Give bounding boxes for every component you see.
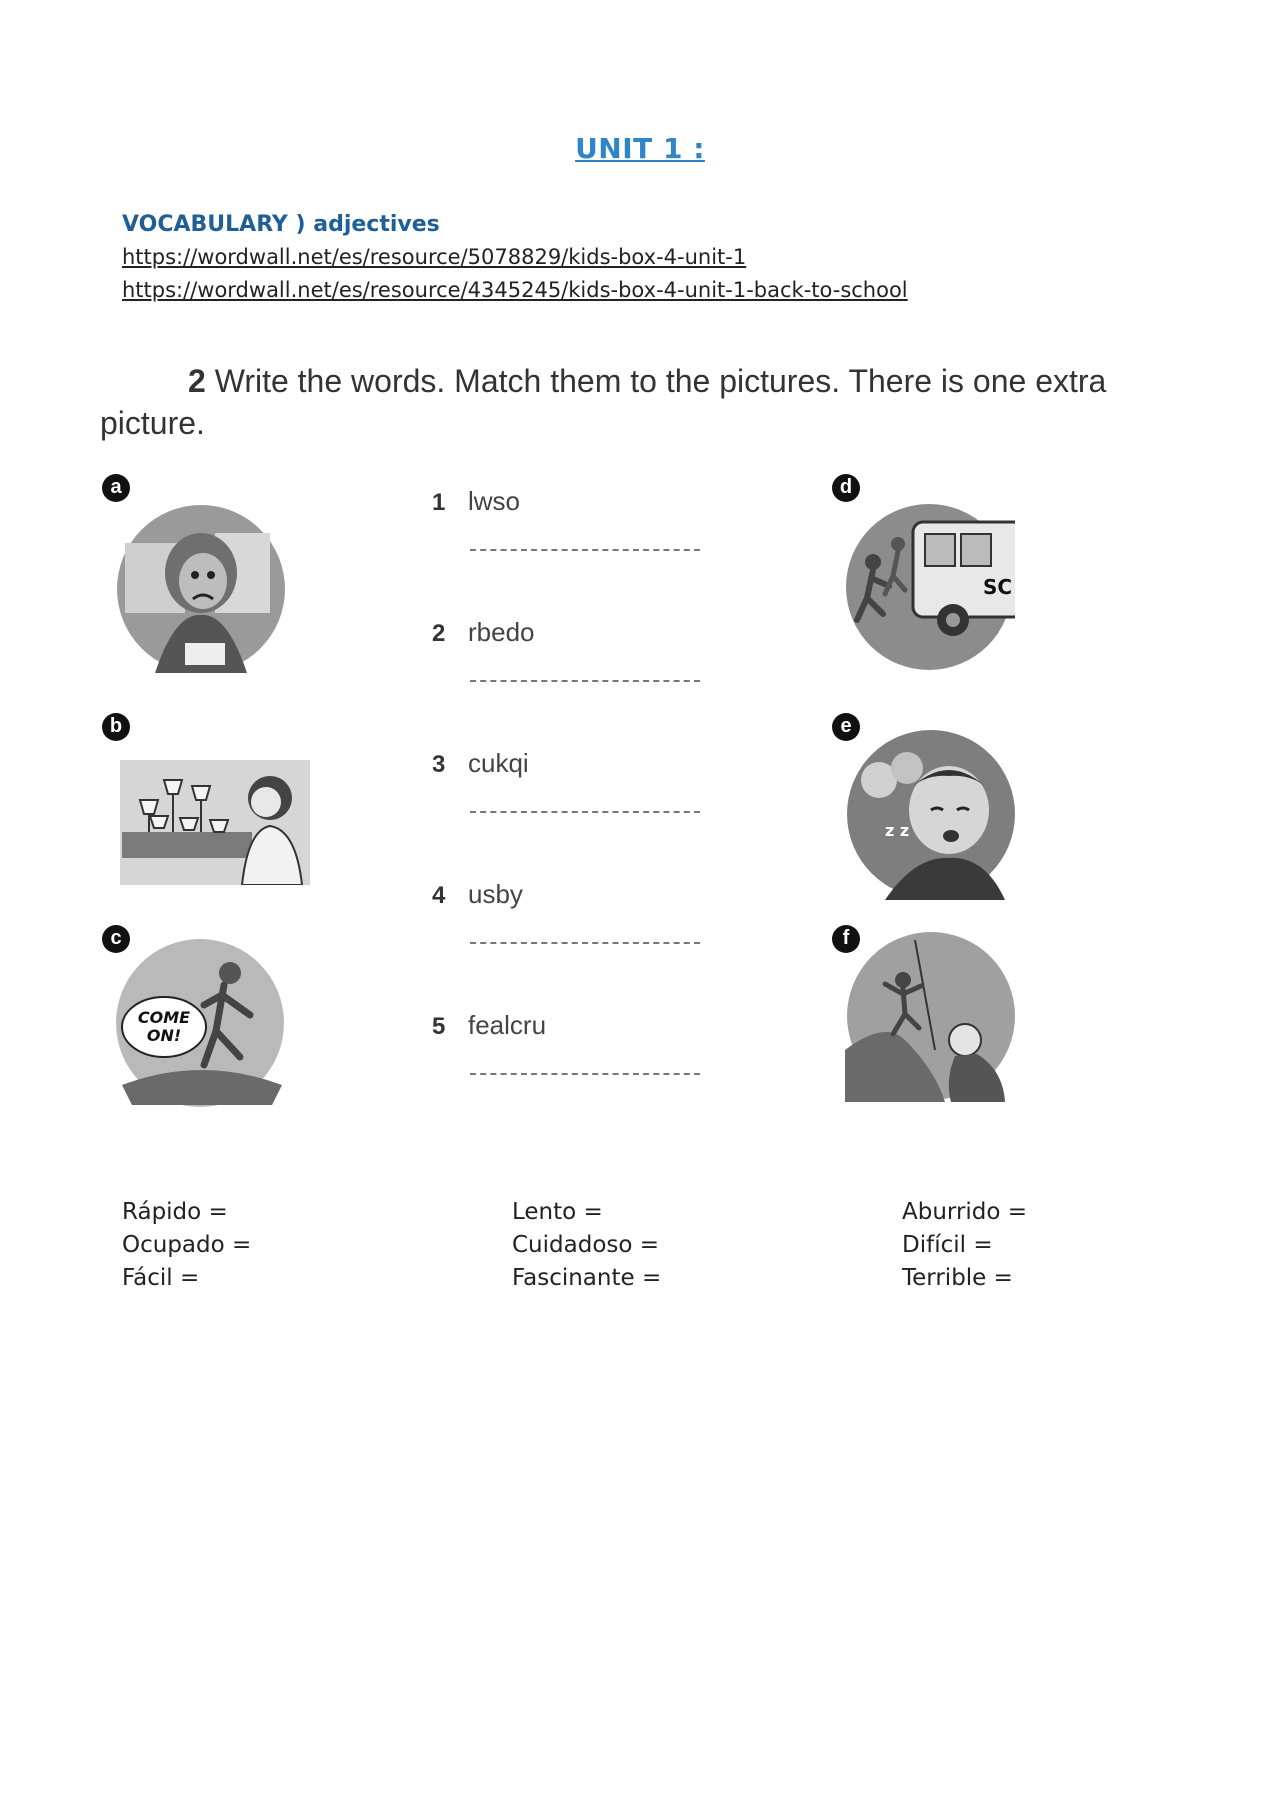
scrambled-word: usby [468, 879, 523, 909]
answer-line-2[interactable] [470, 680, 700, 682]
translation-rapido: Rápido = [122, 1199, 228, 1225]
translation-column-2 [512, 1196, 661, 1295]
page-title: UNIT 1 : [575, 132, 705, 165]
picture-e-bored-sleeping-boy [845, 728, 1017, 900]
picture-label-a: a [102, 474, 130, 502]
item-number: 1 [432, 489, 446, 516]
exercise-instruction [100, 360, 1160, 444]
item-number: 3 [432, 751, 446, 778]
picture-label-e: e [832, 713, 860, 741]
scrambled-word: rbedo [468, 617, 535, 647]
picture-d-school-bus [843, 502, 1015, 672]
translation-column-1 [122, 1196, 251, 1295]
translation-terrible: Terrible = [902, 1265, 1013, 1291]
translation-fascinante: Fascinante = [512, 1265, 662, 1291]
translation-lento: Lento = [512, 1199, 603, 1225]
wordwall-link-1[interactable]: https://wordwall.net/es/resource/5078829/kids-box-4-unit-1 [122, 245, 747, 269]
wordwall-link-2[interactable]: https://wordwall.net/es/resource/4345245/kids-box-4-unit-1-back-to-school [122, 278, 908, 302]
list-item [432, 879, 523, 910]
translation-facil: Fácil = [122, 1265, 200, 1291]
come-on-line-1: COME [137, 1008, 191, 1027]
picture-a-stressed-person [115, 503, 287, 675]
item-number: 2 [432, 620, 446, 647]
picture-b-waiter-with-glasses [120, 760, 310, 885]
answer-line-3[interactable] [470, 811, 700, 813]
picture-label-b: b [102, 713, 130, 741]
answer-line-5[interactable] [470, 1073, 700, 1075]
bus-text: SC [983, 575, 1013, 599]
come-on-line-2: ON! [146, 1026, 182, 1045]
picture-label-c: c [102, 925, 130, 953]
vocabulary-heading: VOCABULARY ) adjectives [122, 212, 440, 237]
sleep-z: z z [885, 821, 910, 840]
picture-label-d: d [832, 474, 860, 502]
answer-line-4[interactable] [470, 942, 700, 944]
list-item [432, 1010, 546, 1041]
scrambled-word: cukqi [468, 748, 529, 778]
picture-label-f: f [832, 925, 860, 953]
list-item [432, 748, 529, 779]
translation-ocupado: Ocupado = [122, 1232, 252, 1258]
answer-line-1[interactable] [470, 549, 700, 551]
item-number: 4 [432, 882, 446, 909]
list-item [432, 486, 520, 517]
item-number: 5 [432, 1013, 446, 1040]
translation-aburrido: Aburrido = [902, 1199, 1028, 1225]
scrambled-word: fealcru [468, 1010, 547, 1040]
list-item [432, 617, 535, 648]
translation-column-3 [902, 1196, 1027, 1295]
exercise-number: 2 [188, 363, 206, 399]
translation-cuidadoso: Cuidadoso = [512, 1232, 660, 1258]
picture-c-running-girl [112, 935, 292, 1110]
picture-f-rock-climber [845, 930, 1017, 1102]
exercise-instruction-text: Write the words. Match them to the pictures. There is one extra picture. [100, 363, 1107, 441]
translation-dificil: Difícil = [902, 1232, 993, 1258]
scrambled-word: lwso [468, 486, 521, 516]
